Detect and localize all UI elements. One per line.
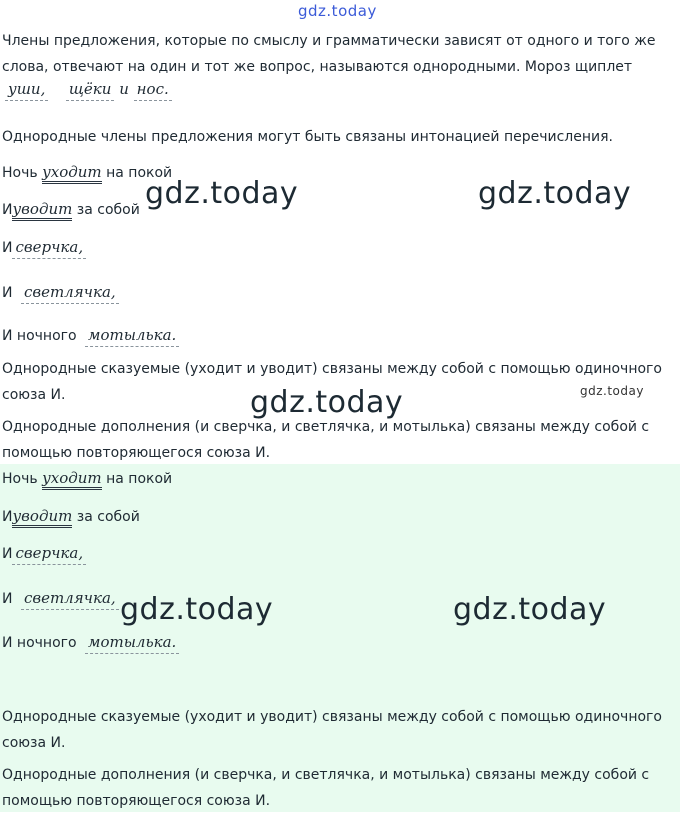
poem-text: И — [2, 591, 13, 607]
poem-text: И ночного — [2, 635, 77, 651]
poem-text: И — [2, 509, 13, 525]
poem-text: И — [2, 240, 13, 256]
watermark: gdz.today — [145, 176, 299, 211]
poem-line — [2, 238, 86, 256]
poem-text: на покой — [106, 471, 173, 487]
poem-line — [2, 544, 86, 562]
poem-text: Ночь — [2, 165, 38, 181]
poem-line — [2, 469, 172, 487]
example-word: нос. — [134, 80, 172, 101]
explanation-objects: Однородные дополнения (и сверчка, и светлячка, и мотылька) связаны между собой с помощью повторяющегося союза И. — [2, 419, 650, 461]
explanation-objects: Однородные дополнения (и сверчка, и светлячка, и мотылька) связаны между собой с помощью повторяющегося союза И. — [2, 767, 650, 809]
object-word: сверчка, — [12, 544, 86, 565]
object-word: светлячка, — [21, 589, 119, 610]
example-word: уши, — [5, 80, 48, 101]
watermark: gdz.today — [250, 385, 404, 420]
poem-line — [2, 507, 140, 525]
poem-line — [2, 163, 172, 181]
watermark: gdz.today — [298, 2, 377, 20]
conjunction: и — [119, 80, 129, 98]
poem-line — [2, 633, 179, 651]
poem-text: И — [2, 285, 13, 301]
example-words — [5, 80, 172, 98]
poem-line — [2, 326, 179, 344]
object-word: светлячка, — [21, 283, 119, 304]
poem-text: на покой — [106, 165, 173, 181]
predicate-word: уходит — [42, 469, 102, 490]
object-word: мотылька. — [85, 326, 179, 347]
watermark: gdz.today — [453, 592, 607, 627]
poem-line — [2, 200, 140, 218]
explanation-predicates: Однородные сказуемые (уходит и уводит) связаны между собой с помощью одиночного союза И. — [2, 709, 662, 751]
intro-paragraph: Члены предложения, которые по смыслу и грамматически зависят от одного и того же слова, отвечают на один и тот же вопрос, называются однородными. Мороз щиплет — [2, 33, 656, 75]
poem-text: за собой — [76, 509, 140, 525]
object-word: мотылька. — [85, 633, 179, 654]
poem-line — [2, 589, 119, 607]
poem-line — [2, 283, 119, 301]
predicate-word: уводит — [12, 507, 72, 528]
explanation-predicates: Однородные сказуемые (уходит и уводит) связаны между собой с помощью одиночного союза И. — [2, 361, 662, 403]
watermark: gdz.today — [580, 384, 644, 398]
poem-text: за собой — [76, 202, 140, 218]
statement-text: Однородные члены предложения могут быть связаны интонацией перечисления. — [2, 129, 613, 145]
poem-text: И — [2, 546, 13, 562]
poem-text: И ночного — [2, 328, 77, 344]
watermark: gdz.today — [120, 592, 274, 627]
poem-text: И — [2, 202, 13, 218]
example-word: щёки — [66, 80, 115, 101]
watermark: gdz.today — [478, 176, 632, 211]
object-word: сверчка, — [12, 238, 86, 259]
predicate-word: уводит — [12, 200, 72, 221]
predicate-word: уходит — [42, 163, 102, 184]
poem-text: Ночь — [2, 471, 38, 487]
